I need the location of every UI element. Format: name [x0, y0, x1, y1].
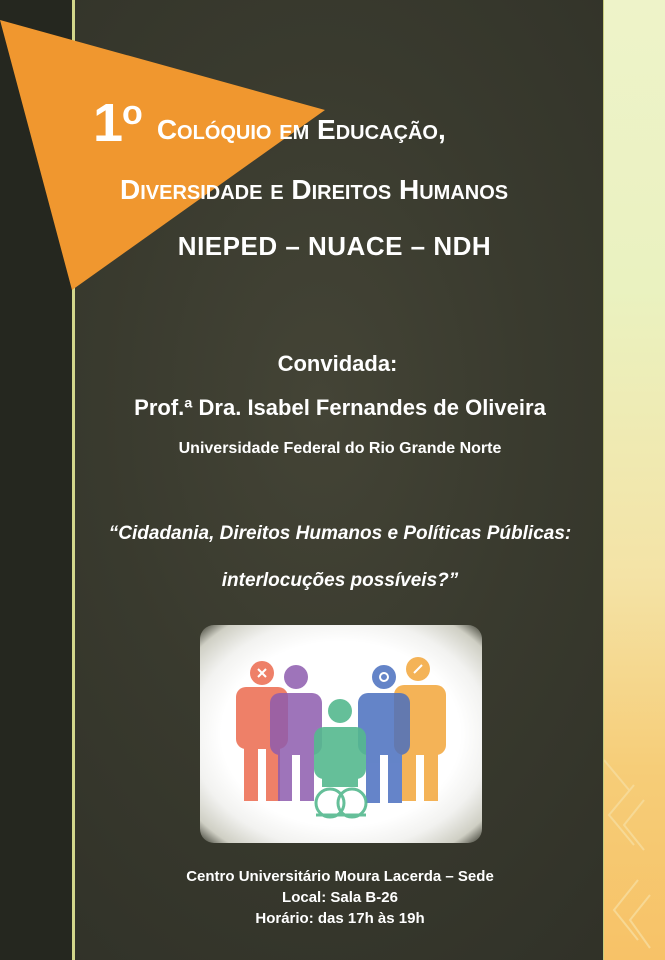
talk-title-line-2: interlocuções possíveis?” [221, 570, 459, 591]
title-line-3: NIEPED – NUACE – NDH [177, 231, 492, 261]
diversity-illustration [200, 625, 482, 843]
guest-label: Convidada: [277, 351, 398, 376]
venue: Centro Universitário Moura Lacerda – Sede [186, 868, 494, 885]
guest-name: Prof.ª Dra. Isabel Fernandes de Oliveira [134, 395, 546, 420]
right-gradient-panel [604, 0, 665, 960]
title-number: 1 [93, 93, 123, 153]
time: Horário: das 17h às 19h [255, 910, 425, 927]
title-line1-text: Colóquio em Educação, [156, 114, 446, 145]
title-degree: o [122, 94, 143, 132]
room: Local: Sala B-26 [282, 889, 398, 906]
title-line-2: Diversidade e Direitos Humanos [120, 174, 509, 205]
title-line-1 [93, 92, 553, 154]
talk-title-line-1: “Cidadania, Direitos Humanos e Políticas Públicas: [108, 523, 572, 544]
decorative-pattern-icon [604, 0, 665, 960]
guest-institution: Universidade Federal do Rio Grande Norte [178, 440, 502, 457]
diverse-people-icon [200, 625, 482, 843]
